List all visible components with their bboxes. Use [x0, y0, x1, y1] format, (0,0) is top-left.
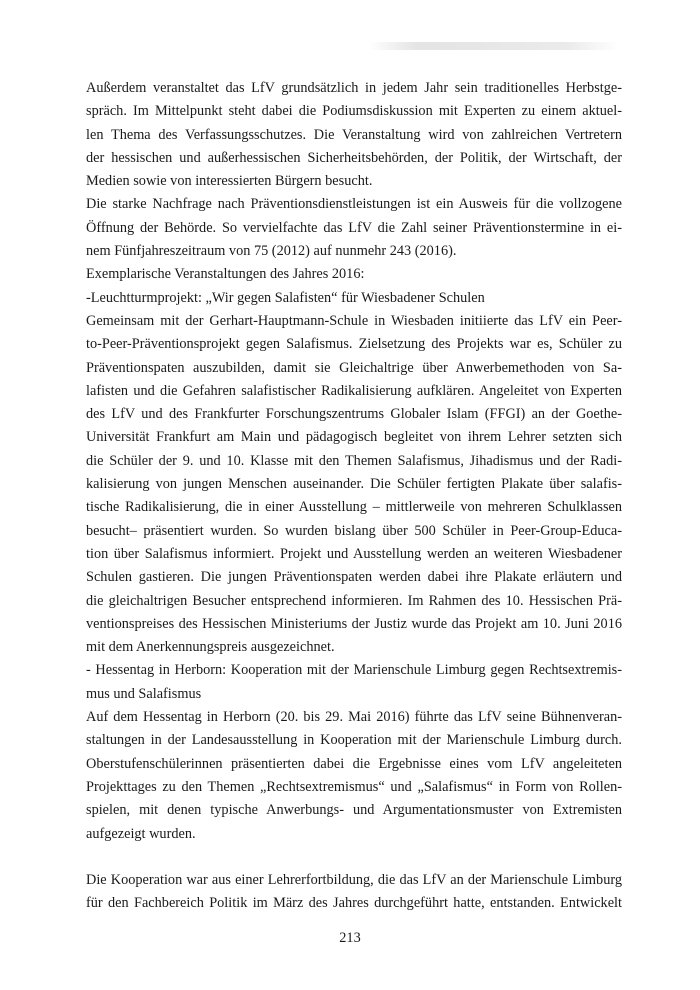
- text-line: -Leuchtturmprojekt: „Wir gegen Salafisten“ für Wiesbadener Schulen: [86, 289, 485, 306]
- text-line: Projekttages zu den Themen „Rechtsextremismus“ und „Salafismus“ in Form von Rollen-: [86, 778, 622, 795]
- text-line: Auf dem Hessentag in Herborn (20. bis 29. Mai 2016) führte das LfV seine Bühnenveran-: [86, 709, 622, 726]
- text-line: lafisten und die Gefahren salafistischer Radikalisierung aufklären. Angeleitet von Experten: [86, 382, 622, 399]
- text-line: Die starke Nachfrage nach Präventionsdienstleistungen ist ein Ausweis für die vollzogene: [86, 196, 622, 213]
- text-line: Außerdem veranstaltet das LfV grundsätzlich in jedem Jahr sein traditionelles Herbstge-: [86, 80, 622, 96]
- text-line: ventionspreises des Hessischen Ministeriums der Justiz wurde das Projekt am 10. Juni 2016: [86, 615, 622, 632]
- text-line: len Thema des Verfassungsschutzes. Die Veranstaltung wird von zahlreichen Vertretern: [86, 126, 622, 143]
- text-line: Schulen gastieren. Die jungen Präventionspaten werden dabei ihre Plakate erläutern und: [86, 569, 622, 586]
- paragraph-gap: [86, 846, 622, 869]
- page-number: 213: [339, 930, 361, 946]
- text-line: tische Radikalisierung, die in einer Ausstellung – mittlerweile von mehreren Schulklassen: [86, 499, 622, 516]
- text-line: to-Peer-Präventionsprojekt gegen Salafismus. Zielsetzung des Projekts war es, Schüler zu: [86, 336, 622, 353]
- text-line: Exemplarische Veranstaltungen des Jahres 2016:: [86, 266, 365, 283]
- text-line: Gemeinsam mit der Gerhart-Hauptmann-Schule in Wiesbaden initiierte das LfV ein Peer-: [86, 312, 622, 329]
- text-line: aufgezeigt wurden.: [86, 825, 196, 842]
- text-line: Die Kooperation war aus einer Lehrerfortbildung, die das LfV an der Marienschule Limburg: [86, 872, 622, 889]
- text-line: Medien sowie von interessierten Bürgern besucht.: [86, 173, 373, 190]
- text-line: die gleichaltrigen Besucher entsprechend informieren. Im Rahmen des 10. Hessischen Prä-: [86, 592, 622, 609]
- text-line: tion über Salafismus informiert. Projekt und Ausstellung werden an weiteren Wiesbadener: [86, 545, 622, 562]
- paragraph: [86, 869, 622, 916]
- text-line: Oberstufenschülerinnen präsentierten dabei die Ergebnisse eines vom LfV angeleiteten: [86, 755, 622, 772]
- text-line: staltungen in der Landesausstellung in Kooperation mit der Marienschule Limburg durch.: [86, 732, 622, 749]
- text-line: spielen, mit denen typische Anwerbungs- und Argumentationsmuster von Extremisten: [86, 802, 622, 819]
- text-line: spräch. Im Mittelpunkt steht dabei die Podiumsdiskussion mit Experten zu einem aktuel-: [86, 103, 622, 120]
- text-line: der hessischen und außerhessischen Sicherheitsbehörden, der Politik, der Wirtschaft, der: [86, 149, 622, 166]
- text-line: Öffnung der Behörde. So vervielfachte das LfV die Zahl seiner Präventionstermine in ei-: [86, 219, 622, 236]
- text-line: die Schüler der 9. und 10. Klasse mit den Themen Salafismus, Jihadismus und der Radi-: [86, 452, 622, 469]
- text-line: besucht– präsentiert wurden. So wurden bislang über 500 Schüler in Peer-Group-Educa-: [86, 522, 622, 539]
- text-line: kalisierung von jungen Menschen auseinander. Die Schüler fertigten Plakate über salafis-: [86, 476, 622, 493]
- paragraph: [86, 706, 622, 846]
- paragraph: [86, 77, 622, 193]
- text-line: des LfV und des Frankfurter Forschungszentrums Globaler Islam (FFGI) an der Goethe-: [86, 406, 622, 423]
- text-line: - Hessentag in Herborn: Kooperation mit der Marienschule Limburg gegen Rechtsextremis-: [86, 662, 622, 679]
- text-line: mit dem Anerkennungspreis ausgezeichnet.: [86, 639, 335, 656]
- text-line: Universität Frankfurt am Main und pädagogisch begleitet von ihrem Lehrer setzten sich: [86, 429, 622, 446]
- text-line: Präventionspaten auszubilden, damit sie Gleichaltrige über Anwerbemethoden von Sa-: [86, 359, 622, 376]
- body-text: [86, 77, 622, 916]
- paragraph: [86, 193, 622, 263]
- text-line: nem Fünfjahreszeitraum von 75 (2012) auf nunmehr 243 (2016).: [86, 243, 457, 260]
- paragraph: [86, 310, 622, 659]
- paragraph: [86, 287, 622, 310]
- paragraph: [86, 263, 622, 286]
- faint-running-header: [368, 42, 618, 50]
- text-line: mus und Salafismus: [86, 685, 202, 702]
- text-line: für den Fachbereich Politik im März des Jahres durchgeführt hatte, entstanden. Entwickelt: [86, 895, 622, 912]
- paragraph: [86, 659, 622, 706]
